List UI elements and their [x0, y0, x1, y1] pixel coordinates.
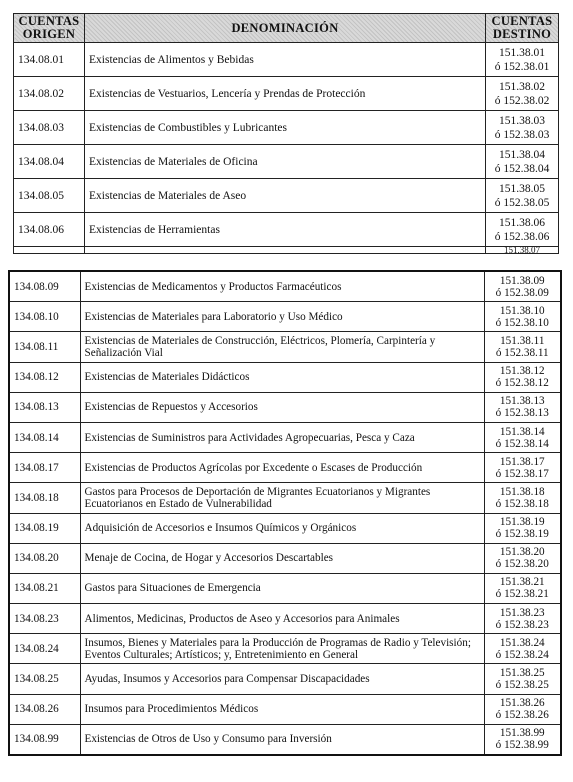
table-row	[9, 664, 561, 694]
origin-account-cell: 134.08.24	[9, 634, 80, 664]
destination-account-cell	[484, 604, 561, 634]
table-row	[14, 247, 559, 254]
denomination-cell: Existencias de Materiales de Construcción, Eléctricos, Plomería, Carpintería y Señalización Vial	[80, 332, 484, 362]
destination-alternate: ó 152.38.21	[495, 588, 549, 601]
denomination-cell: Existencias de Otros de Uso y Consumo para Inversión	[80, 724, 484, 755]
destination-account-cell	[484, 453, 561, 483]
table-row	[9, 513, 561, 543]
destination-account-cell	[486, 77, 559, 111]
destination-alternate: ó 152.38.05	[494, 196, 550, 209]
destination-primary: 151.38.20	[499, 546, 545, 559]
origin-account-cell: 134.08.21	[9, 573, 80, 603]
destination-alternate: ó 152.38.25	[495, 679, 549, 692]
table-row	[9, 362, 561, 392]
destination-primary: 151.38.02	[499, 80, 545, 93]
table-row	[9, 302, 561, 332]
destination-primary: 151.38.04	[499, 148, 545, 161]
destination-alternate: ó 152.38.20	[495, 558, 549, 571]
denomination-cell: Existencias de Repuestos y Accesorios	[80, 392, 484, 422]
destination-account-cell	[484, 302, 561, 332]
destination-primary: 151.38.13	[499, 395, 545, 408]
destination-primary: 151.38.10	[499, 304, 545, 317]
denomination-cell: Existencias de Materiales de Aseo	[85, 179, 486, 213]
destination-account-cell	[484, 362, 561, 392]
destination-alternate: ó 152.38.02	[494, 94, 550, 107]
destination-primary: 151.38.21	[499, 576, 545, 589]
table-row	[9, 483, 561, 513]
header-destination: CUENTAS DESTINO	[486, 14, 559, 43]
destination-primary: 151.38.19	[499, 516, 545, 529]
origin-account-cell: 134.08.04	[14, 145, 85, 179]
destination-alternate: ó 152.38.10	[495, 316, 549, 329]
destination-alternate: ó 152.38.13	[495, 407, 549, 420]
denomination-cell: Adquisición de Accesorios e Insumos Químicos y Orgánicos	[80, 513, 484, 543]
destination-primary: 151.38.07	[504, 246, 540, 254]
destination-alternate: ó 152.38.06	[494, 230, 550, 243]
table-row	[9, 573, 561, 603]
header-denomination: DENOMINACIÓN	[85, 14, 486, 43]
table-row	[9, 392, 561, 422]
origin-account-cell: 134.08.03	[14, 111, 85, 145]
destination-alternate: ó 152.38.19	[495, 528, 549, 541]
destination-alternate: ó 152.38.18	[495, 497, 549, 510]
destination-account-cell	[484, 664, 561, 694]
table-row	[9, 634, 561, 664]
origin-account-cell: 134.08.01	[14, 43, 85, 77]
destination-account-cell	[486, 247, 559, 254]
table-row	[9, 694, 561, 724]
destination-account-cell	[484, 422, 561, 452]
denomination-cell: Existencias de Materiales de Oficina	[85, 145, 486, 179]
destination-account-cell	[486, 111, 559, 145]
destination-alternate: ó 152.38.11	[495, 346, 549, 359]
destination-primary: 151.38.06	[499, 216, 545, 229]
denomination-cell: Existencias de Alimentos y Bebidas	[85, 43, 486, 77]
destination-primary: 151.38.18	[499, 485, 545, 498]
origin-account-cell: 134.08.11	[9, 332, 80, 362]
origin-account-cell: 134.08.99	[9, 724, 80, 755]
origin-account-cell: 134.08.05	[14, 179, 85, 213]
destination-alternate: ó 152.38.24	[495, 648, 549, 661]
table-row	[9, 543, 561, 573]
destination-alternate: ó 152.38.26	[495, 709, 549, 722]
denomination-cell: Existencias de Vestuarios, Lencería y Prendas de Protección	[85, 77, 486, 111]
origin-account-cell: 134.08.12	[9, 362, 80, 392]
origin-account-cell	[14, 247, 85, 254]
table-row	[14, 145, 559, 179]
table-row	[9, 332, 561, 362]
destination-account-cell	[486, 43, 559, 77]
denomination-cell: Gastos para Procesos de Deportación de Migrantes Ecuatorianos y Migrantes Ecuatorianos en Estado de Vulnerabilidad	[80, 483, 484, 513]
table-row	[14, 111, 559, 145]
destination-alternate: ó 152.38.99	[495, 739, 549, 752]
origin-account-cell: 134.08.26	[9, 694, 80, 724]
destination-account-cell	[484, 271, 561, 302]
destination-alternate: ó 152.38.01	[494, 60, 550, 73]
destination-account-cell	[486, 179, 559, 213]
denomination-cell: Existencias de Herramientas	[85, 213, 486, 247]
destination-account-cell	[484, 694, 561, 724]
table-row	[9, 422, 561, 452]
destination-account-cell	[484, 634, 561, 664]
denomination-cell: Insumos para Procedimientos Médicos	[80, 694, 484, 724]
destination-alternate: ó 152.38.17	[495, 467, 549, 480]
destination-primary: 151.38.12	[499, 365, 545, 378]
origin-account-cell: 134.08.10	[9, 302, 80, 332]
denomination-cell: Menaje de Cocina, de Hogar y Accesorios Descartables	[80, 543, 484, 573]
destination-primary: 151.38.17	[499, 455, 545, 468]
destination-alternate: ó 152.38.04	[494, 162, 550, 175]
destination-primary: 151.38.05	[499, 182, 545, 195]
destination-account-cell	[484, 543, 561, 573]
destination-primary: 151.38.23	[499, 606, 545, 619]
origin-account-cell: 134.08.02	[14, 77, 85, 111]
destination-account-cell	[484, 724, 561, 755]
destination-primary: 151.38.11	[500, 334, 545, 347]
destination-primary: 151.38.25	[499, 667, 545, 680]
table-row	[9, 604, 561, 634]
origin-account-cell: 134.08.23	[9, 604, 80, 634]
table-row	[9, 271, 561, 302]
origin-account-cell: 134.08.20	[9, 543, 80, 573]
destination-account-cell	[486, 213, 559, 247]
destination-primary: 151.38.26	[499, 697, 545, 710]
destination-account-cell	[484, 573, 561, 603]
destination-primary: 151.38.03	[499, 114, 545, 127]
denomination-cell: Existencias de Productos Agrícolas por Excedente o Escases de Producción	[80, 453, 484, 483]
denomination-cell: Existencias de Materiales para Laboratorio y Uso Médico	[80, 302, 484, 332]
destination-primary: 151.38.01	[499, 46, 545, 59]
denomination-cell: Ayudas, Insumos y Accesorios para Compensar Discapacidades	[80, 664, 484, 694]
table-row	[9, 724, 561, 755]
destination-alternate: ó 152.38.14	[495, 437, 549, 450]
table-row	[14, 179, 559, 213]
denomination-cell: Alimentos, Medicinas, Productos de Aseo y Accesorios para Animales	[80, 604, 484, 634]
destination-account-cell	[484, 483, 561, 513]
header-origin: CUENTAS ORIGEN	[14, 14, 85, 43]
denomination-cell: Existencias de Combustibles y Lubricantes	[85, 111, 486, 145]
table-row	[14, 43, 559, 77]
denomination-cell: Existencias de Medicamentos y Productos Farmacéuticos	[80, 271, 484, 302]
origin-account-cell: 134.08.18	[9, 483, 80, 513]
destination-alternate: ó 152.38.09	[495, 286, 549, 299]
denomination-cell	[85, 247, 486, 254]
origin-account-cell: 134.08.13	[9, 392, 80, 422]
destination-alternate: ó 152.38.03	[494, 128, 550, 141]
denomination-cell: Gastos para Situaciones de Emergencia	[80, 573, 484, 603]
destination-alternate: ó 152.38.23	[495, 618, 549, 631]
table-row	[14, 77, 559, 111]
denomination-cell: Existencias de Materiales Didácticos	[80, 362, 484, 392]
destination-primary: 151.38.24	[499, 636, 545, 649]
origin-account-cell: 134.08.25	[9, 664, 80, 694]
origin-account-cell: 134.08.06	[14, 213, 85, 247]
destination-primary: 151.38.99	[499, 727, 545, 740]
destination-primary: 151.38.14	[499, 425, 545, 438]
denomination-cell: Existencias de Suministros para Actividades Agropecuarias, Pesca y Caza	[80, 422, 484, 452]
destination-alternate: ó 152.38.12	[495, 377, 549, 390]
destination-account-cell	[484, 392, 561, 422]
origin-account-cell: 134.08.19	[9, 513, 80, 543]
table-row	[9, 453, 561, 483]
accounts-table-bottom	[8, 270, 562, 756]
header-row	[14, 14, 559, 43]
table-row	[14, 213, 559, 247]
denomination-cell: Insumos, Bienes y Materiales para la Producción de Programas de Radio y Televisión; Eventos Culturales; Artísticos; y, Entretenimiento en General	[80, 634, 484, 664]
origin-account-cell: 134.08.17	[9, 453, 80, 483]
accounts-table-top	[13, 13, 559, 254]
origin-account-cell: 134.08.14	[9, 422, 80, 452]
destination-account-cell	[484, 332, 561, 362]
destination-primary: 151.38.09	[499, 274, 545, 287]
destination-account-cell	[486, 145, 559, 179]
destination-account-cell	[484, 513, 561, 543]
origin-account-cell: 134.08.09	[9, 271, 80, 302]
